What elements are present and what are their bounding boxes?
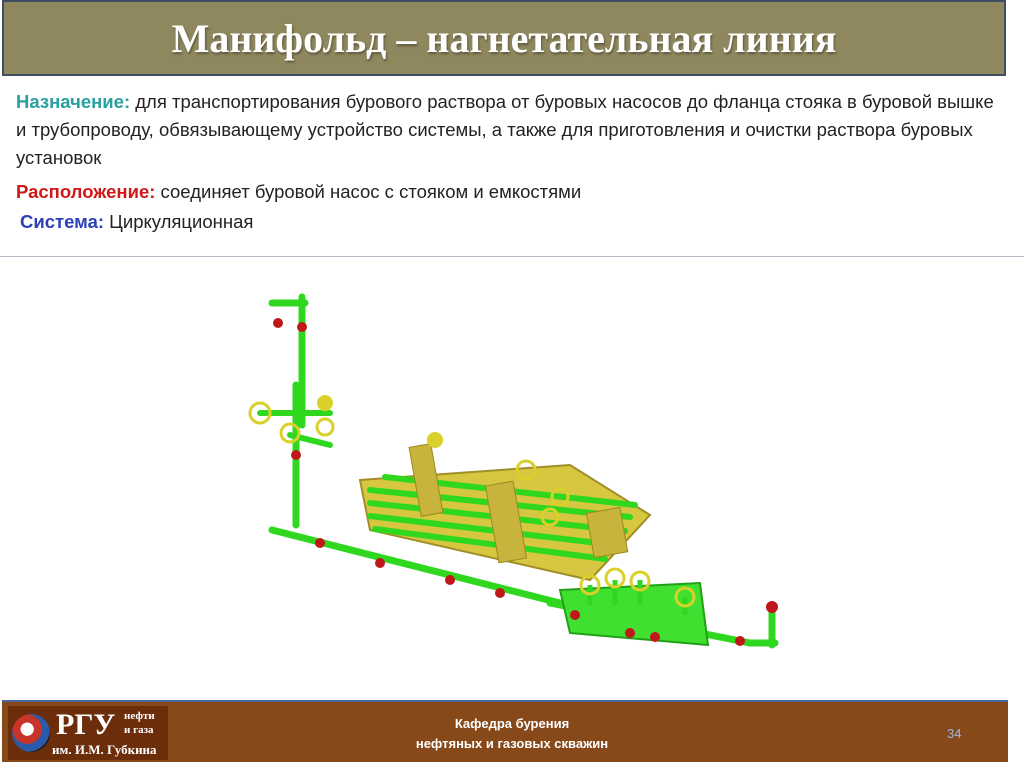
slide-body (16, 88, 1006, 236)
logo-line-2: и газа (124, 724, 154, 736)
department-line-2: нефтяных и газовых скважин (415, 736, 609, 751)
purpose-text: для транспортирования бурового раствора от буровых насосов до фланца стояка в буровой вышке и трубопроводу, обвязывающему устройство системы, а также для приготовления и очистки раствора буровых установок (16, 91, 994, 168)
university-logo-icon (12, 714, 50, 752)
logo-abbreviation: РГУ (56, 708, 116, 741)
system-label: Система: (20, 211, 105, 232)
divider (0, 256, 1024, 257)
department-line-1: Кафедра бурения (454, 716, 570, 731)
logo-line-3: им. И.М. Губкина (52, 742, 157, 757)
location-paragraph (16, 178, 1006, 206)
university-logo (8, 706, 168, 760)
location-label: Расположение: (16, 181, 156, 202)
page-number: 34 (947, 726, 962, 741)
slide-title: Манифольд – нагнетательная линия (171, 15, 837, 61)
purpose-label: Назначение: (16, 91, 131, 112)
location-text: соединяет буровой насос с стояком и емкостями (155, 181, 582, 202)
manifold-illustration (230, 285, 790, 665)
system-text: Циркуляционная (104, 211, 254, 232)
logo-line-1: нефти (124, 710, 155, 722)
footer-bar (2, 700, 1008, 762)
purpose-paragraph (16, 88, 1006, 172)
department-name (382, 714, 642, 754)
manifold-3d-illustration (230, 285, 790, 665)
title-bar (2, 0, 1006, 76)
system-paragraph (16, 208, 1006, 236)
